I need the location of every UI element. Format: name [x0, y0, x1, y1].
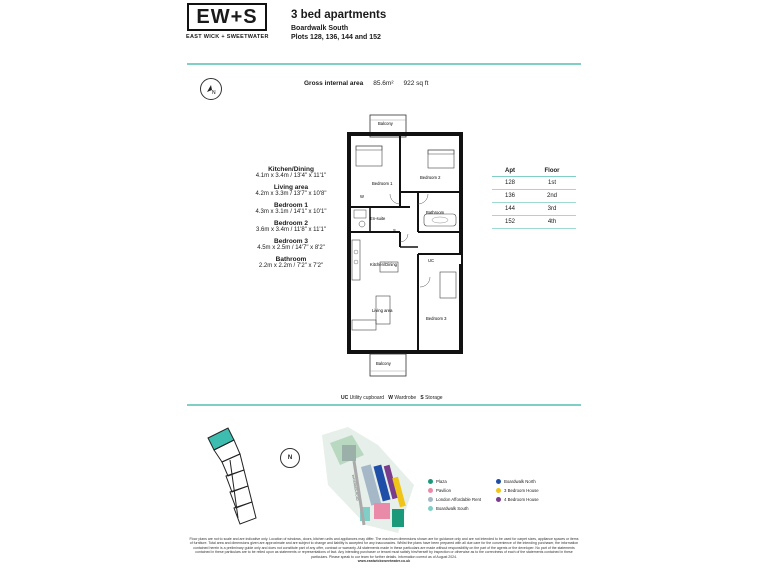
key-w-text: Wardrobe — [394, 395, 417, 401]
map-legend-item — [428, 497, 481, 502]
room-name: Bathroom — [275, 256, 307, 263]
table-header-apt: Apt — [492, 166, 528, 177]
floor-cell: 3rd — [528, 203, 576, 216]
label-s: S — [393, 228, 396, 233]
gia-sqm: 85.6m² — [373, 80, 394, 87]
compass-letter: N — [212, 90, 216, 96]
website-link[interactable]: www.eastwicksweetwater.co.uk — [357, 559, 411, 564]
map-legend-item — [496, 479, 536, 484]
header-divider — [187, 63, 581, 65]
floor-cell: 1st — [528, 177, 576, 190]
label-w: W — [360, 194, 364, 199]
section-divider — [187, 404, 581, 406]
key-uc-text: Utility cupboard — [349, 395, 385, 401]
room-entry — [236, 256, 346, 269]
label-bedroom1: Bedroom 1 — [372, 181, 393, 186]
label-balcony-top: Balcony — [378, 121, 393, 126]
legend-swatch-icon — [496, 479, 501, 484]
legend-label: Pavilion — [436, 488, 452, 493]
apt-cell: 144 — [492, 203, 528, 216]
map-street-label: WATERDEN ROAD — [351, 474, 360, 502]
room-dimensions: 4.2m x 3.3m / 13'7" x 10'8" — [255, 191, 327, 197]
legend-label: Plaza — [436, 479, 447, 484]
key-s: S — [420, 395, 424, 401]
floor-cell: 4th — [528, 216, 576, 229]
legend-label: Boardwalk South — [436, 506, 469, 511]
room-entry — [236, 220, 346, 233]
map-legend-item — [496, 497, 539, 502]
apt-cell: 128 — [492, 177, 528, 190]
label-kitchen: Kitchen/Dining — [370, 262, 398, 267]
room-dimensions: 4.5m x 2.5m / 14'7" x 8'2" — [257, 245, 325, 251]
apt-cell: 152 — [492, 216, 528, 229]
room-name: Kitchen/Dining — [268, 166, 314, 173]
plots-label: Plots 128, 136, 144 and 152 — [291, 34, 381, 41]
disclaimer-text: Floor plans are not to scale and are indicative only. Location of windows, doors, kitchen units and appliances may differ. The maximum dimensions shown are for guidance only and are not intended to be used for carpet sizes, appliance spaces or items of furniture. Total area and dimensions given are approximate and are subject to change and liability is accepted for any inaccuracies. Whilst the plans have been prepared with all due care for the convenience of the intending purchaser, the information contained herein is a preliminary guide only and does not constitute part of any offer, contract or warranty. All statements made in these particulars are made without responsibility on the part of the agents or the developer. No part of the statements contained in these particulars are to be relied upon as statements or representations of fact. Any intending purchaser or tenant must satisfy him/herself by inspection or otherwise as to the correctness of each of the statements contained in these particulars. Please speak to our team for further details. Information correct as of August 2024. — [189, 537, 579, 559]
development-name: Boardwalk South — [291, 25, 349, 32]
map-legend-item — [496, 488, 539, 493]
room-entry — [236, 166, 346, 179]
legend-swatch-icon — [428, 497, 433, 502]
compass-icon — [200, 78, 222, 100]
gia-sqft: 922 sq ft — [403, 80, 429, 87]
room-dimensions: 4.3m x 3.1m / 14'1" x 10'1" — [255, 209, 327, 215]
legend-label: Boardwalk North — [504, 479, 536, 484]
room-name: Bedroom 2 — [274, 220, 308, 227]
room-entry — [236, 238, 346, 251]
disclaimer — [188, 537, 580, 563]
label-bedroom2: Bedroom 2 — [420, 175, 441, 180]
table-row — [492, 203, 576, 216]
map-legend-item — [428, 488, 451, 493]
label-bathroom: Bathroom — [426, 210, 445, 215]
apartment-floor-table — [492, 166, 576, 229]
room-dimensions: 2.2m x 2.2m / 7'2" x 7'2" — [258, 263, 324, 269]
legend-label: 3 Bedroom House — [504, 488, 539, 493]
table-row — [492, 216, 576, 229]
page-title: 3 bed apartments — [291, 9, 387, 21]
room-entry — [236, 184, 346, 197]
label-bedroom3: Bedroom 3 — [426, 316, 447, 321]
block-location-diagram — [200, 420, 270, 525]
apt-cell: 136 — [492, 190, 528, 203]
legend-label: 4 Bedroom House — [504, 497, 539, 502]
key-s-text: Storage — [425, 395, 443, 401]
room-name: Living area — [273, 184, 309, 191]
plan-key — [341, 395, 443, 401]
floor-cell: 2nd — [528, 190, 576, 203]
room-name: Bedroom 3 — [274, 238, 308, 245]
legend-swatch-icon — [428, 488, 433, 493]
label-uc: UC — [428, 258, 435, 263]
table-header-floor: Floor — [528, 166, 576, 177]
label-ensuite: En-suite — [370, 216, 386, 221]
gross-internal-area — [304, 80, 428, 87]
key-w: W — [388, 395, 393, 401]
table-row — [492, 190, 576, 203]
map-legend-item — [428, 506, 469, 511]
room-entry — [236, 202, 346, 215]
legend-label: London Affordable Rent — [436, 497, 482, 502]
room-schedule — [236, 166, 346, 274]
label-balcony-bottom: Balcony — [376, 361, 391, 366]
brand-tagline: EAST WICK + SWEETWATER — [186, 34, 269, 40]
gia-label: Gross internal area — [304, 80, 364, 87]
site-map — [318, 425, 418, 535]
room-dimensions: 3.6m x 3.4m / 11'8" x 11'1" — [255, 227, 327, 233]
room-dimensions: 4.1m x 3.4m / 13'4" x 11'1" — [255, 173, 327, 179]
legend-swatch-icon — [428, 506, 433, 511]
legend-swatch-icon — [496, 497, 501, 502]
legend-swatch-icon — [428, 479, 433, 484]
room-name: Bedroom 1 — [274, 202, 308, 209]
north-arrow-icon: N — [280, 448, 300, 468]
map-legend-item — [428, 479, 447, 484]
legend-swatch-icon — [496, 488, 501, 493]
label-living: Living area — [372, 308, 393, 313]
table-row — [492, 177, 576, 190]
floor-plan — [340, 112, 470, 382]
brand-logo: EW+S — [187, 3, 267, 31]
key-uc: UC — [341, 395, 349, 401]
